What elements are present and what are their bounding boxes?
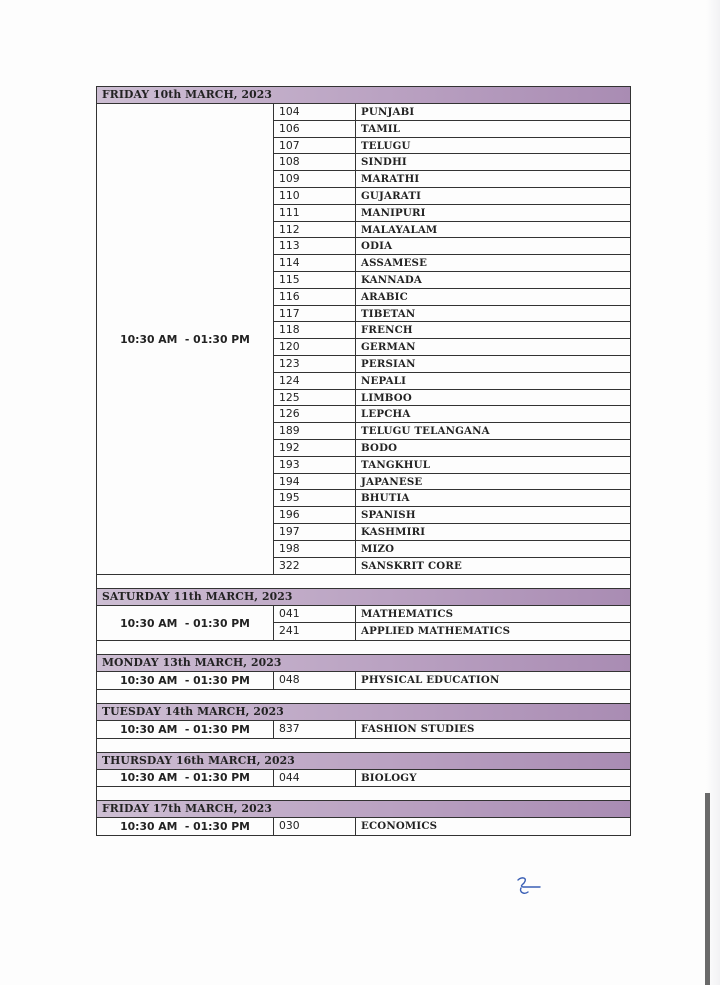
- subject-code: 112: [274, 222, 356, 238]
- subject-name: FASHION STUDIES: [361, 722, 475, 735]
- table-row: [274, 721, 630, 738]
- subject-code: 044: [274, 770, 356, 787]
- table-row: [274, 390, 630, 407]
- exam-time: 10:30 AM - 01:30 PM: [97, 721, 274, 738]
- table-row: [274, 222, 630, 239]
- table-row: [274, 171, 630, 188]
- subject-code: 241: [274, 623, 356, 640]
- subject-name: ARABIC: [361, 290, 408, 303]
- subject-rows: [274, 104, 630, 574]
- table-row: [274, 818, 630, 835]
- subject-name: ASSAMESE: [361, 257, 428, 270]
- table-row: [274, 356, 630, 373]
- subject-code: 030: [274, 818, 356, 835]
- table-row: [274, 255, 630, 272]
- subject-name: JAPANESE: [361, 475, 423, 488]
- day-body: [97, 104, 630, 574]
- day-block: [96, 654, 631, 689]
- day-separator: [96, 738, 631, 752]
- subject-name: SINDHI: [361, 156, 407, 169]
- subject-code: 120: [274, 339, 356, 355]
- subject-name: GUJARATI: [361, 189, 422, 202]
- subject-code: 108: [274, 154, 356, 170]
- subject-code: 322: [274, 558, 356, 575]
- subject-code: 198: [274, 541, 356, 557]
- subject-name: KANNADA: [361, 273, 423, 286]
- table-row: [274, 672, 630, 689]
- subject-name: MANIPURI: [361, 206, 426, 219]
- day-header: SATURDAY 11th MARCH, 2023: [97, 588, 630, 606]
- subject-name: ODIA: [361, 240, 393, 253]
- table-row: [274, 490, 630, 507]
- subject-name: TELUGU: [361, 139, 411, 152]
- day-header: TUESDAY 14th MARCH, 2023: [97, 703, 630, 721]
- subject-name: BODO: [361, 441, 398, 454]
- exam-time: 10:30 AM - 01:30 PM: [97, 672, 274, 689]
- day-body: [97, 672, 630, 689]
- subject-name: SANSKRIT CORE: [361, 559, 462, 572]
- subject-name: BHUTIA: [361, 492, 410, 505]
- table-row: [274, 524, 630, 541]
- table-row: [274, 339, 630, 356]
- subject-code: 125: [274, 390, 356, 406]
- subject-name: BIOLOGY: [361, 771, 417, 784]
- day-header: THURSDAY 16th MARCH, 2023: [97, 752, 630, 770]
- table-row: [274, 205, 630, 222]
- subject-name: PERSIAN: [361, 357, 416, 370]
- subject-code: 837: [274, 721, 356, 738]
- subject-name: MARATHI: [361, 173, 420, 186]
- subject-name: PUNJABI: [361, 106, 415, 118]
- table-row: [274, 423, 630, 440]
- subject-code: 115: [274, 272, 356, 288]
- subject-name: TANGKHUL: [361, 458, 431, 471]
- subject-code: 048: [274, 672, 356, 689]
- table-row: [274, 606, 630, 623]
- day-separator: [96, 640, 631, 654]
- subject-code: 116: [274, 289, 356, 305]
- table-row: [274, 770, 630, 787]
- subject-code: 197: [274, 524, 356, 540]
- subject-code: 118: [274, 322, 356, 338]
- table-row: [274, 457, 630, 474]
- subject-code: 107: [274, 138, 356, 154]
- table-row: [274, 188, 630, 205]
- exam-time: 10:30 AM - 01:30 PM: [97, 818, 274, 835]
- subject-code: 114: [274, 255, 356, 271]
- table-row: [274, 306, 630, 323]
- subject-code: 106: [274, 121, 356, 137]
- subject-code: 117: [274, 306, 356, 322]
- day-header: MONDAY 13th MARCH, 2023: [97, 654, 630, 672]
- day-separator: [96, 689, 631, 703]
- subject-rows: [274, 606, 630, 640]
- subject-code: 111: [274, 205, 356, 221]
- table-row: [274, 272, 630, 289]
- table-row: [274, 507, 630, 524]
- subject-code: 109: [274, 171, 356, 187]
- day-block: [96, 86, 631, 574]
- scrollbar-thumb[interactable]: [705, 793, 710, 985]
- exam-time: 10:30 AM - 01:30 PM: [97, 770, 274, 787]
- table-row: [274, 322, 630, 339]
- subject-name: APPLIED MATHEMATICS: [361, 625, 511, 638]
- subject-name: GERMAN: [361, 341, 416, 354]
- subject-name: MALAYALAM: [361, 223, 438, 236]
- day-block: [96, 703, 631, 738]
- subject-code: 110: [274, 188, 356, 204]
- table-row: [274, 121, 630, 138]
- table-row: [274, 623, 630, 640]
- subject-code: 192: [274, 440, 356, 456]
- subject-name: FRENCH: [361, 324, 413, 337]
- subject-name: NEPALI: [361, 374, 407, 387]
- table-row: [274, 154, 630, 171]
- table-row: [274, 541, 630, 558]
- table-row: [274, 104, 630, 121]
- exam-time: 10:30 AM - 01:30 PM: [97, 104, 274, 574]
- table-row: [274, 440, 630, 457]
- exam-time: 10:30 AM - 01:30 PM: [97, 606, 274, 640]
- subject-name: PHYSICAL EDUCATION: [361, 673, 500, 686]
- table-row: [274, 238, 630, 255]
- day-header: FRIDAY 10th MARCH, 2023: [97, 86, 630, 104]
- subject-name: TIBETAN: [361, 307, 416, 320]
- day-body: [97, 770, 630, 787]
- subject-code: 041: [274, 606, 356, 622]
- subject-rows: [274, 721, 630, 738]
- subject-rows: [274, 818, 630, 835]
- handwritten-initial-icon: [512, 874, 546, 898]
- subject-code: 193: [274, 457, 356, 473]
- table-row: [274, 138, 630, 155]
- table-row: [274, 474, 630, 491]
- day-body: [97, 818, 630, 835]
- table-row: [274, 289, 630, 306]
- subject-code: 124: [274, 373, 356, 389]
- subject-name: TELUGU TELANGANA: [361, 425, 490, 438]
- subject-name: MIZO: [361, 542, 395, 555]
- subject-code: 113: [274, 238, 356, 254]
- subject-rows: [274, 770, 630, 787]
- subject-code: 126: [274, 406, 356, 422]
- day-body: [97, 721, 630, 738]
- subject-name: LEPCHA: [361, 408, 411, 421]
- subject-rows: [274, 672, 630, 689]
- subject-code: 104: [274, 104, 356, 120]
- table-row: [274, 373, 630, 390]
- exam-schedule-table: [96, 86, 631, 836]
- day-header: FRIDAY 17th MARCH, 2023: [97, 800, 630, 818]
- day-block: [96, 800, 631, 836]
- day-separator: [96, 574, 631, 588]
- subject-code: 195: [274, 490, 356, 506]
- subject-name: SPANISH: [361, 509, 416, 522]
- subject-code: 189: [274, 423, 356, 439]
- subject-name: MATHEMATICS: [361, 608, 454, 621]
- subject-code: 196: [274, 507, 356, 523]
- subject-name: LIMBOO: [361, 391, 412, 404]
- subject-code: 194: [274, 474, 356, 490]
- subject-name: KASHMIRI: [361, 525, 426, 538]
- table-row: [274, 406, 630, 423]
- day-body: [97, 606, 630, 640]
- subject-code: 123: [274, 356, 356, 372]
- day-block: [96, 588, 631, 640]
- table-row: [274, 558, 630, 575]
- day-separator: [96, 786, 631, 800]
- subject-name: ECONOMICS: [361, 820, 438, 833]
- subject-name: TAMIL: [361, 122, 401, 135]
- day-block: [96, 752, 631, 787]
